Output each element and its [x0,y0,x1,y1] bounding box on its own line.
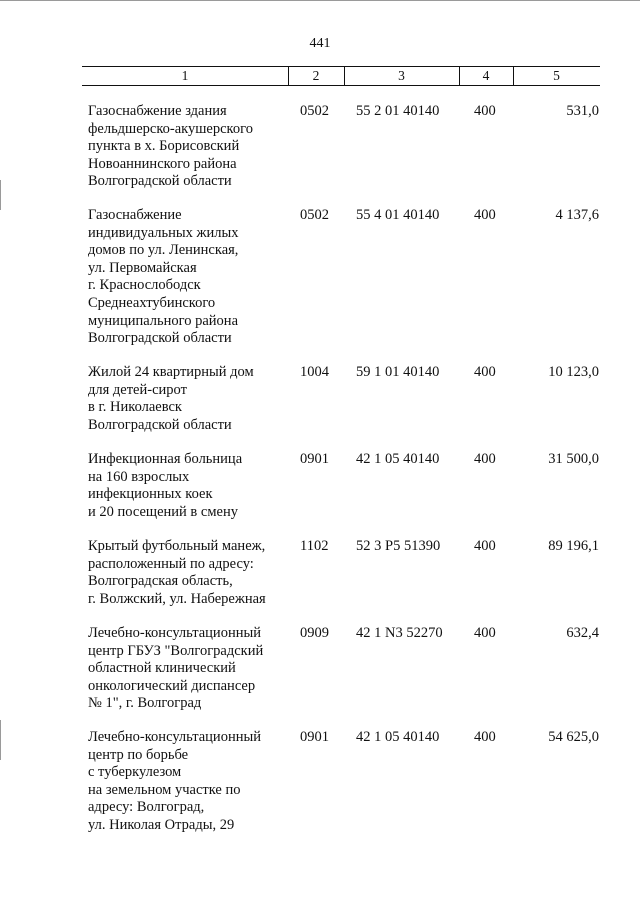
name-line: Волгоградской области [88,416,232,433]
name-line: центр ГБУЗ "Волгоградский [88,642,264,659]
name-line: Лечебно-консультационный [88,625,261,641]
object-name [88,625,288,713]
amount: 54 625,0 [548,729,599,745]
section-code: 0502 [300,103,329,119]
expense-type: 400 [474,207,496,223]
header-top-rule [82,66,600,67]
name-line: № 1", г. Волгоград [88,695,202,712]
name-line: в г. Николаевск [88,399,182,416]
name-line: ул. Николая Отрады, 29 [88,816,235,833]
amount: 632,4 [566,625,599,641]
expense-type: 400 [474,103,496,119]
section-code: 0909 [300,625,329,641]
name-line: для детей-сирот [88,381,187,398]
name-line: муниципального района [88,312,238,329]
scan-edge-left [0,180,1,210]
name-line: домов по ул. Ленинская, [88,242,239,259]
name-line: Жилой 24 квартирный дом [88,364,254,380]
header-col-3: 3 [398,68,405,83]
name-line: пункта в х. Борисовский [88,138,240,155]
object-name [88,364,288,434]
amount: 4 137,6 [555,207,599,223]
expense-type: 400 [474,364,496,380]
target-article: 55 4 01 40140 [356,207,440,223]
object-name [88,103,288,191]
header-bottom-rule [82,85,600,86]
name-line: Среднеахтубинского [88,294,216,311]
name-line: Лечебно-консультационный [88,729,261,745]
name-line: фельдшерско-акушерского [88,120,253,137]
name-line: индивидуальных жилых [88,224,239,241]
header-col-1: 1 [181,68,189,83]
header-col-2: 2 [312,68,320,83]
object-name [88,538,288,608]
amount: 31 500,0 [548,451,599,467]
section-code: 1004 [300,364,329,380]
name-line: г. Волжский, ул. Набережная [88,590,266,607]
expense-type: 400 [474,729,496,745]
name-line: адресу: Волгоград, [88,799,205,816]
amount: 10 123,0 [548,364,599,380]
name-line: Газоснабжение [88,207,182,223]
name-line: и 20 посещений в смену [88,503,238,520]
name-line: г. Краснослободск [88,277,201,294]
amount: 89 196,1 [548,538,599,554]
amount: 531,0 [566,103,599,119]
table-header [82,66,600,86]
target-article: 42 1 05 40140 [356,451,440,467]
section-code: 0901 [300,451,329,467]
name-line: Волгоградской области [88,330,232,347]
header-col-5: 5 [553,68,560,83]
name-line: Крытый футбольный манеж, [88,538,266,554]
target-article: 52 3 Р5 51390 [356,538,441,554]
scan-edge-left-2 [0,720,1,760]
section-code: 0901 [300,729,329,745]
expense-type: 400 [474,451,496,467]
object-name [88,451,288,521]
object-name [88,207,288,348]
name-line: Газоснабжение здания [88,103,227,119]
name-line: с туберкулезом [88,764,182,781]
name-line: Инфекционная больница [88,451,243,467]
name-line: инфекционных коек [88,486,213,503]
section-code: 0502 [300,207,329,223]
section-code: 1102 [300,538,329,554]
name-line: ул. Первомайская [88,259,197,276]
object-name [88,729,288,835]
target-article: 42 1 05 40140 [356,729,440,745]
scan-edge-top [0,0,640,1]
name-line: расположенный по адресу: [88,555,254,572]
name-line: областной клинический [88,660,236,677]
name-line: Волгоградской области [88,173,232,190]
expense-type: 400 [474,625,496,641]
expense-type: 400 [474,538,496,554]
target-article: 42 1 N3 52270 [356,625,443,641]
name-line: Волгоградская область, [88,573,233,590]
page-number: 441 [309,36,331,51]
name-line: онкологический диспансер [88,677,256,694]
header-col-4: 4 [482,68,490,83]
name-line: центр по борьбе [88,746,189,763]
name-line: Новоаннинского района [88,155,237,172]
name-line: на земельном участке по [88,781,241,798]
target-article: 59 1 01 40140 [356,364,440,380]
name-line: на 160 взрослых [88,468,190,485]
target-article: 55 2 01 40140 [356,103,440,119]
